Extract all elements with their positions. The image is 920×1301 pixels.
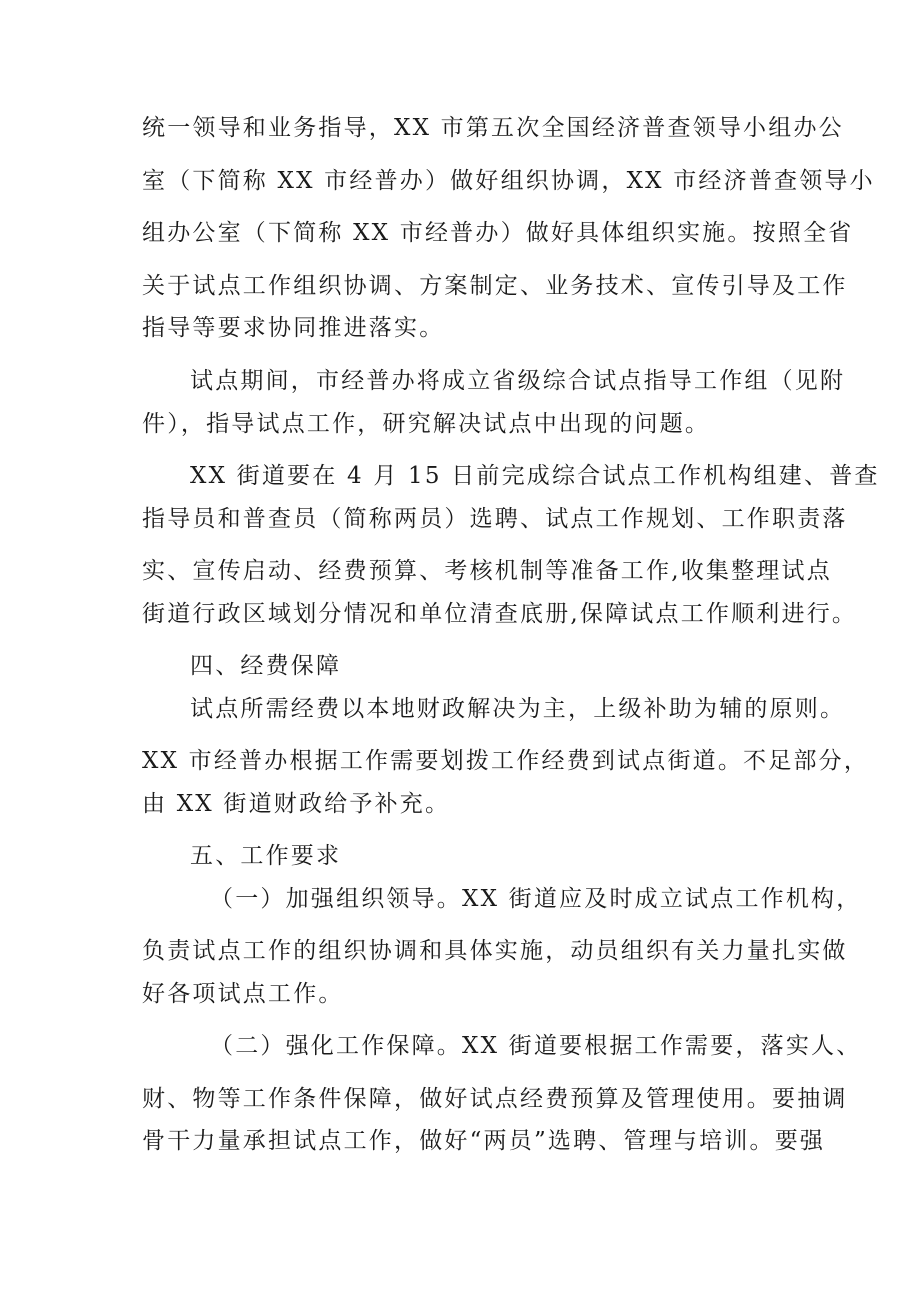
paragraph-line: 关于试点工作组织协调、方案制定、业务技术、宣传引导及工作 — [142, 273, 848, 299]
paragraph-line: 由 XX 街道财政给予补充。 — [142, 791, 451, 817]
paragraph-line: XX 街道要在 4 月 15 日前完成综合试点工作机构组建、普查 — [190, 463, 880, 489]
paragraph-line: 统一领导和业务指导，XX 市第五次全国经济普查领导小组办公 — [142, 115, 844, 141]
section-heading: 五、工作要求 — [190, 843, 342, 869]
paragraph-line: 街道行政区域划分情况和单位清查底册,保障试点工作顺利进行。 — [142, 601, 858, 627]
paragraph-line: 实、宣传启动、经费预算、考核机制等准备工作,收集整理试点 — [142, 558, 832, 584]
paragraph-line: 财、物等工作条件保障，做好试点经费预算及管理使用。要抽调 — [142, 1086, 848, 1112]
section-heading: 四、经费保障 — [190, 653, 342, 679]
paragraph-line: 试点期间，市经普办将成立省级综合试点指导工作组（见附 — [190, 368, 846, 394]
paragraph-line: （一）加强组织领导。XX 街道应及时成立试点工作机构， — [210, 886, 862, 912]
paragraph-line: （二）强化工作保障。XX 街道要根据工作需要，落实人、 — [210, 1033, 862, 1059]
paragraph-line: 指导员和普查员（简称两员）选聘、试点工作规划、工作职责落 — [142, 506, 848, 532]
paragraph-line: 件），指导试点工作，研究解决试点中出现的问题。 — [142, 411, 711, 437]
paragraph-line: 负责试点工作的组织协调和具体实施，动员组织有关力量扎实做 — [142, 938, 848, 964]
paragraph-line: 室（下简称 XX 市经普办）做好组织协调，XX 市经济普查领导小 — [142, 168, 875, 194]
paragraph-line: XX 市经普办根据工作需要划拨工作经费到试点街道。不足部分， — [142, 748, 870, 774]
paragraph-line: 指导等要求协同推进落实。 — [142, 315, 445, 341]
paragraph-line: 好各项试点工作。 — [142, 981, 344, 1007]
paragraph-line: 组办公室（下简称 XX 市经普办）做好具体组织实施。按照全省 — [142, 220, 854, 246]
paragraph-line: 骨干力量承担试点工作，做好“两员”选聘、管理与培训。要强 — [142, 1128, 826, 1154]
paragraph-line: 试点所需经费以本地财政解决为主，上级补助为辅的原则。 — [190, 696, 846, 722]
